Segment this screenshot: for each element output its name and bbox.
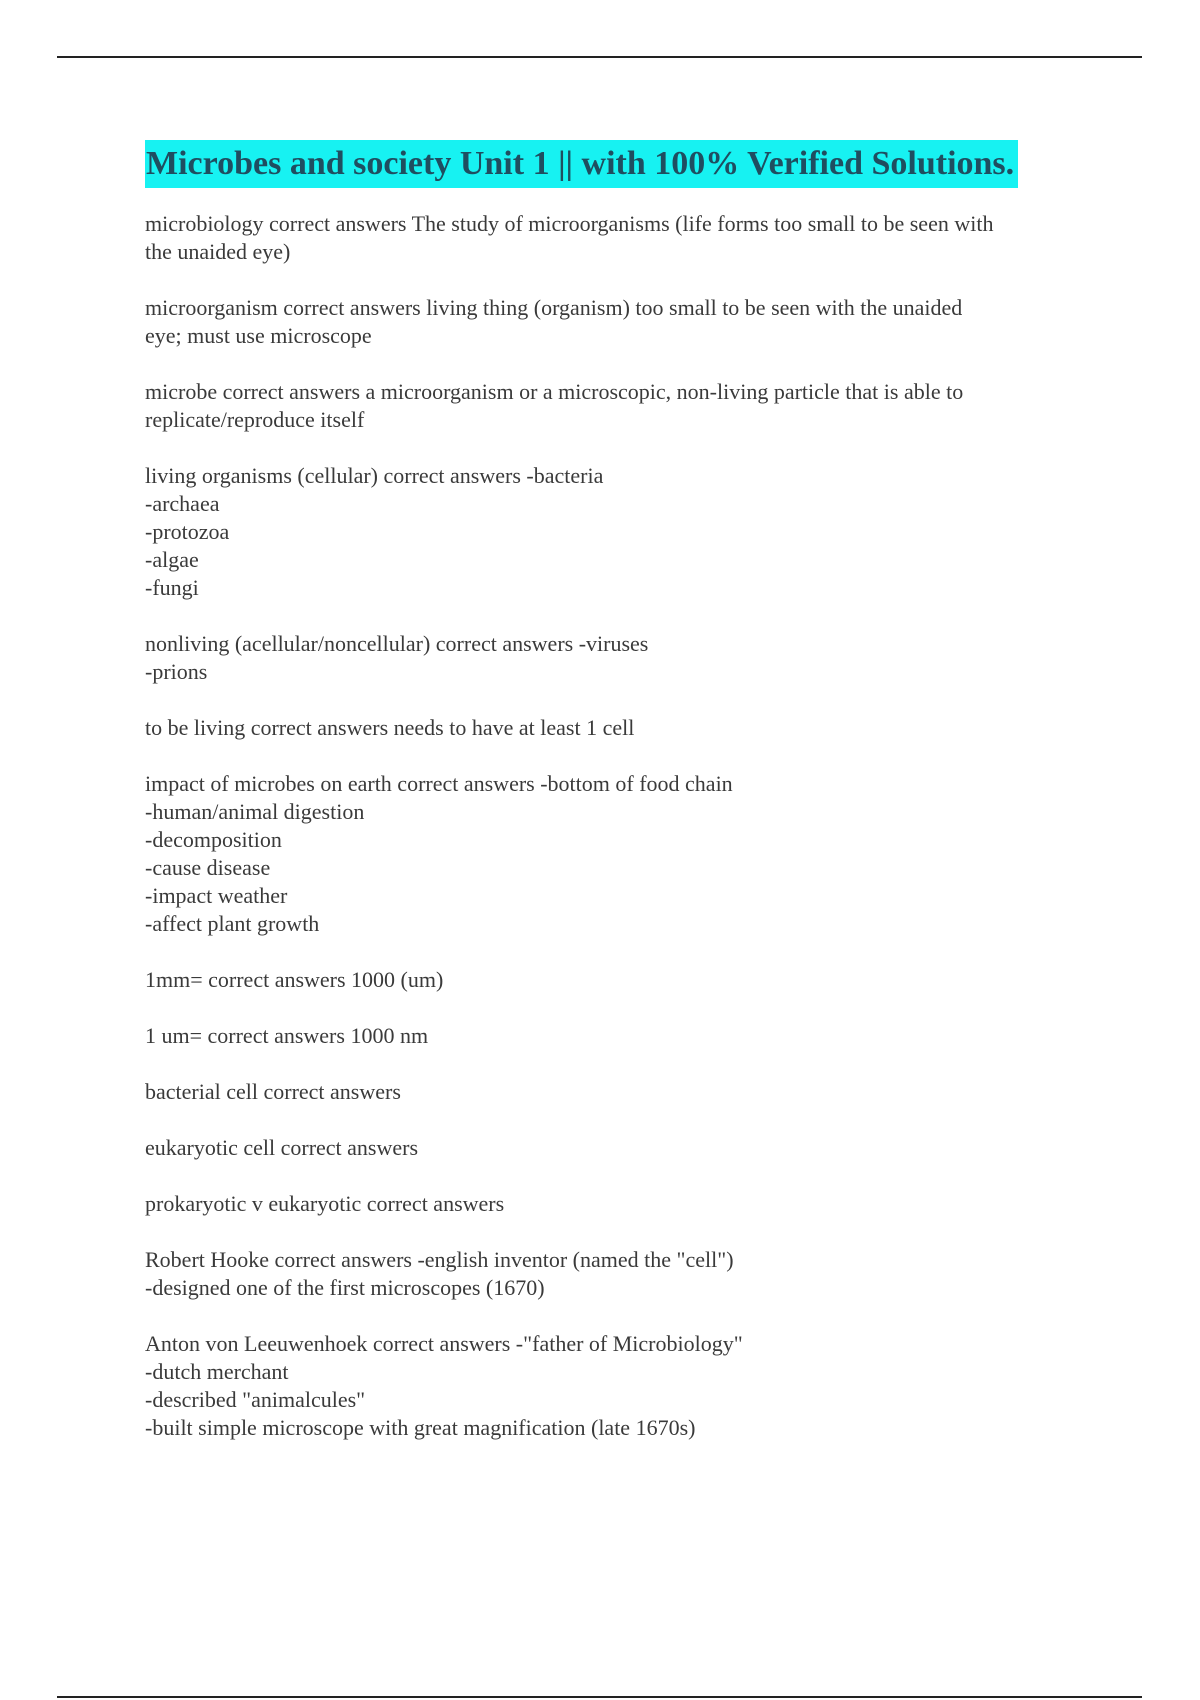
entry-detail-line: -archaea bbox=[145, 491, 220, 516]
entry-term-line: nonliving (acellular/noncellular) correct answers -viruses bbox=[145, 631, 649, 656]
flashcard-entry bbox=[145, 1190, 1090, 1218]
flashcard-entry bbox=[145, 770, 1090, 938]
entry-term-line: to be living correct answers needs to have at least 1 cell bbox=[145, 715, 635, 740]
document-title: Microbes and society Unit 1 || with 100% Verified Solutions. bbox=[145, 140, 1018, 188]
entry-detail-line: -affect plant growth bbox=[145, 911, 320, 936]
entry-detail-line: -designed one of the first microscopes (1670) bbox=[145, 1275, 545, 1300]
entry-detail-line: eye; must use microscope bbox=[145, 323, 372, 348]
entry-term-line: Anton von Leeuwenhoek correct answers -"father of Microbiology" bbox=[145, 1331, 743, 1356]
header-rule bbox=[57, 56, 1142, 58]
flashcard-entry bbox=[145, 378, 1090, 434]
flashcard-entry bbox=[145, 1134, 1090, 1162]
entry-detail-line: -algae bbox=[145, 547, 199, 572]
entry-detail-line: the unaided eye) bbox=[145, 239, 291, 264]
flashcard-entry bbox=[145, 966, 1090, 994]
flashcard-entry bbox=[145, 1330, 1090, 1442]
entry-detail-line: -protozoa bbox=[145, 519, 230, 544]
flashcard-entry bbox=[145, 1078, 1090, 1106]
entry-term-line: bacterial cell correct answers bbox=[145, 1079, 401, 1104]
flashcard-entry bbox=[145, 630, 1090, 686]
entry-term-line: 1mm= correct answers 1000 (um) bbox=[145, 967, 444, 992]
entry-term-line: microbiology correct answers The study of microorganisms (life forms too small to be seen with bbox=[145, 211, 994, 236]
footer-rule bbox=[57, 1696, 1142, 1698]
flashcard-entry bbox=[145, 714, 1090, 742]
entry-detail-line: -decomposition bbox=[145, 827, 282, 852]
entry-term-line: microorganism correct answers living thing (organism) too small to be seen with the unaided bbox=[145, 295, 963, 320]
entry-term-line: microbe correct answers a microorganism or a microscopic, non-living particle that is able to bbox=[145, 379, 964, 404]
flashcard-entry bbox=[145, 294, 1090, 350]
entry-detail-line: -prions bbox=[145, 659, 208, 684]
flashcard-entry bbox=[145, 210, 1090, 266]
entry-term-line: eukaryotic cell correct answers bbox=[145, 1135, 419, 1160]
entry-term-line: impact of microbes on earth correct answers -bottom of food chain bbox=[145, 771, 733, 796]
entry-detail-line: -cause disease bbox=[145, 855, 271, 880]
entry-detail-line: -described "animalcules" bbox=[145, 1387, 366, 1412]
flashcard-entry bbox=[145, 1246, 1090, 1302]
entry-term-line: 1 um= correct answers 1000 nm bbox=[145, 1023, 429, 1048]
title-block bbox=[145, 140, 1090, 188]
entry-term-line: Robert Hooke correct answers -english inventor (named the "cell") bbox=[145, 1247, 734, 1272]
flashcard-entry bbox=[145, 462, 1090, 602]
entry-detail-line: -impact weather bbox=[145, 883, 288, 908]
entry-detail-line: -built simple microscope with great magnification (late 1670s) bbox=[145, 1415, 696, 1440]
entry-term-line: prokaryotic v eukaryotic correct answers bbox=[145, 1191, 505, 1216]
entry-detail-line: -fungi bbox=[145, 575, 199, 600]
entry-detail-line: replicate/reproduce itself bbox=[145, 407, 365, 432]
entry-term-line: living organisms (cellular) correct answers -bacteria bbox=[145, 463, 604, 488]
entry-detail-line: -human/animal digestion bbox=[145, 799, 365, 824]
document-body bbox=[145, 140, 1090, 1470]
entry-detail-line: -dutch merchant bbox=[145, 1359, 289, 1384]
flashcard-entry bbox=[145, 1022, 1090, 1050]
flashcard-list bbox=[145, 210, 1090, 1442]
